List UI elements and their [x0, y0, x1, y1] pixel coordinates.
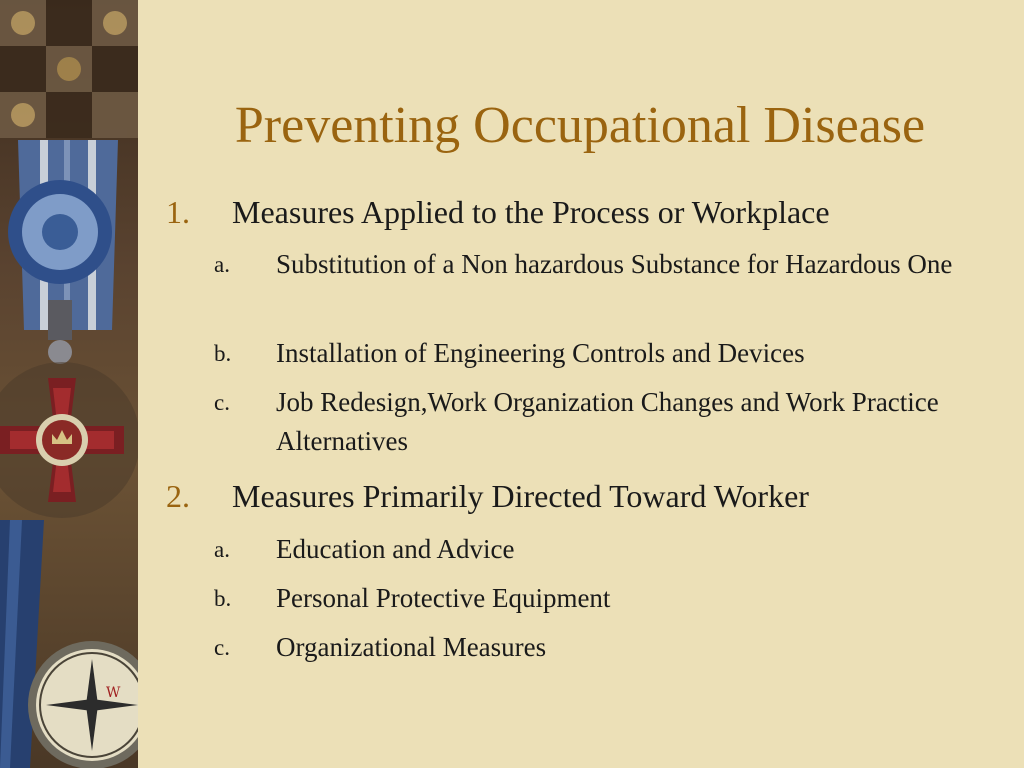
sub-list-letter: b.: [214, 586, 232, 611]
sub-list-item-text: Organizational Measures: [276, 632, 547, 662]
sub-list-letter: a.: [214, 537, 230, 562]
sub-list-item-text: Installation of Engineering Controls and Devices: [276, 338, 805, 368]
medal-collage-icon: [0, 0, 138, 768]
decorative-medal-image: [0, 0, 138, 768]
sub-list-letter: b.: [214, 341, 232, 366]
sub-list-item-text: Education and Advice: [276, 534, 515, 564]
sub-list-letter: c.: [214, 635, 230, 660]
list-item-text: Measures Applied to the Process or Workplace: [232, 194, 830, 230]
sub-list-letter: a.: [214, 252, 230, 277]
sub-list-item-text: Job Redesign,Work Organization Changes and Work Practice Alternatives: [276, 387, 939, 456]
list-number: 2.: [166, 478, 190, 514]
sub-list-item-text: Personal Protective Equipment: [276, 583, 611, 613]
sub-list-letter: c.: [214, 390, 230, 415]
svg-text:W: W: [106, 685, 121, 701]
sub-list-item-text: Substitution of a Non hazardous Substance for Hazardous One: [276, 249, 953, 279]
list-item-text: Measures Primarily Directed Toward Worker: [232, 478, 809, 514]
list-number: 1.: [166, 194, 190, 230]
slide-title: Preventing Occupational Disease: [234, 97, 926, 154]
